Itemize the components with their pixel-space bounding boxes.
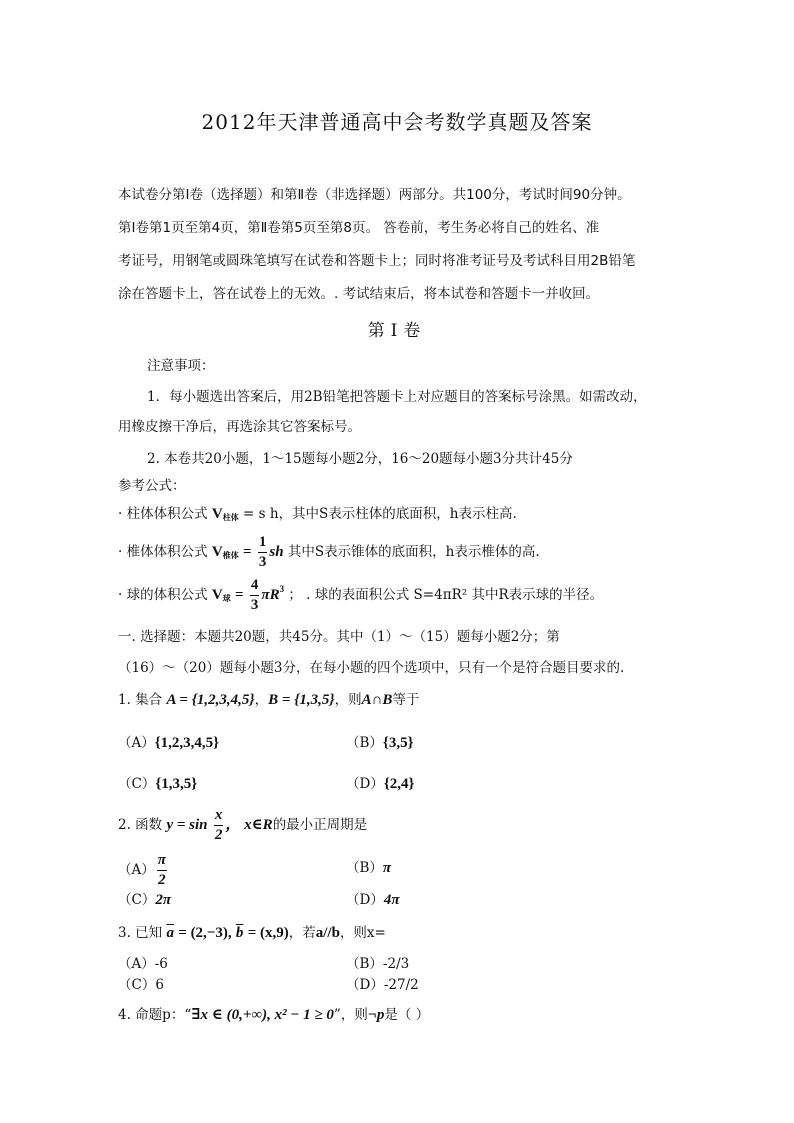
cone-volume-formula: · 椎体体积公式 $V_{椎体}$ = $\frac{1}{3}$ sh 其中S表示锥体的底面积，h表示椎体的高.	[118, 534, 540, 570]
cone-label: · 椎体体积公式	[118, 544, 208, 560]
intro-line-1: 本试卷分第Ⅰ卷（选择题）和第Ⅱ卷（非选择题）两部分。共100分，考试时间90分钟。	[118, 187, 631, 203]
prism-label: · 柱体体积公式	[118, 506, 208, 522]
q3-option-d: （D）-27/2	[346, 977, 419, 993]
q2-option-d: （D）4π	[346, 892, 400, 908]
prism-volume-formula	[118, 502, 517, 523]
q1-option-b: （B）{3,5}	[346, 735, 414, 751]
q1-option-c: （C）{1,3,5}	[118, 776, 198, 792]
formulas-heading: 参考公式：	[118, 478, 186, 494]
prism-rhs: = s h	[243, 506, 279, 522]
cone-fraction: $\frac{1}{3}$	[258, 534, 267, 570]
negation-p: ¬p	[367, 1007, 385, 1023]
document-title: 2012年天津普通高中会考数学真题及答案	[201, 110, 593, 134]
sphere-label: · 球的体积公式	[118, 587, 208, 603]
question-2: 2. 函数 y = sin $\frac{x}{2}$ ， x∈R的最小正周期是	[118, 807, 368, 843]
set-a: A = {1,2,3,4,5}	[166, 692, 255, 708]
intro-line-4: 涂在答题卡上，答在试卷上的无效。. 考试结束后，将本试卷和答题卡一并收回。	[118, 286, 600, 302]
sphere-area-formula: ； . 球的表面积公式 S=4πR² 其中R表示球的半径。	[288, 587, 604, 603]
q2-option-b: （B）π	[346, 860, 392, 876]
q2-fraction: $\frac{x}{2}$	[214, 807, 223, 843]
notes-heading: 注意事项：	[147, 358, 215, 374]
q1-option-d: （D）{2,4}	[346, 776, 415, 792]
prism-desc: ，其中S表示柱体的底面积，h表示柱高.	[278, 506, 517, 522]
section-title: 第Ⅰ卷	[367, 321, 427, 341]
q3-option-b: （B）-2/3	[346, 956, 410, 972]
vector-a: $\overline{a}$	[166, 925, 174, 941]
q1-option-a: （A）{1,2,3,4,5}	[118, 735, 220, 751]
cone-symbol: $V_{椎体}$	[211, 544, 239, 560]
note-item-1-line-1: 1．每小题选出答案后，用2B铅笔把答题卡上对应题目的答案标号涂黑。如需改动，	[147, 389, 647, 405]
note-item-2: 2. 本卷共20小题，1～15题每小题2分，16～20题每小题3分共计45分	[147, 451, 573, 467]
sphere-volume-formula: · 球的体积公式 $V_球$ = $\frac{4}{3}$ $\pi R^3$ ； . 球的表面积公式 S=4πR² 其中R表示球的半径。	[118, 577, 604, 613]
intro-line-2: 第Ⅰ卷第1页至第4页，第Ⅱ卷第5页至第8页。 答卷前，考生务必将自己的姓名、准	[118, 220, 600, 236]
sphere-fraction: $\frac{4}{3}$	[250, 577, 259, 613]
cone-rhs: sh	[269, 544, 284, 560]
part1-instructions-line-2: （16）～（20）题每小题3分，在每小题的四个选项中，只有一个是符合题目要求的.	[118, 660, 625, 676]
set-b: B = {1,3,5}	[268, 692, 335, 708]
intro-line-3: 考证号，用钢笔或圆珠笔填写在试卷和答题卡上；同时将准考证号及考试科目用2B铅笔	[118, 253, 636, 269]
question-4: 4. 命题p：“∃x ∈ (0,+∞), x² − 1 ≥ 0”，则¬p是（ ）	[118, 1007, 430, 1023]
question-1: 1. 集合 A = {1,2,3,4,5}，B = {1,3,5}，则A∩B等于	[118, 692, 420, 708]
q4-expression: ∃x ∈ (0,+∞), x² − 1 ≥ 0	[191, 1007, 334, 1023]
vector-b: $\overline{b}$	[235, 925, 244, 941]
q2-option-a: （A） $\frac{\pi}{2}$	[118, 852, 166, 888]
sphere-symbol: $V_球$	[211, 587, 231, 603]
intersection: A∩B	[361, 692, 393, 708]
note-item-1-line-2: 用橡皮擦干净后，再选涂其它答案标号。	[118, 419, 361, 435]
q3-option-a: （A）-6	[118, 956, 168, 972]
part1-instructions-line-1: 一. 选择题：本题共20题，共45分。其中（1）～（15）题每小题2分；第	[118, 629, 560, 645]
question-3: 3. 已知 $\overline{a} = (2,-3)$, $\overline{b} = (x,9)$，若a//b，则x=	[118, 925, 386, 941]
q3-option-c: （C）6	[118, 977, 164, 993]
q2-option-c: （C）2π	[118, 892, 172, 908]
sphere-rhs: $\pi R^3$	[261, 584, 285, 603]
cone-desc: 其中S表示锥体的底面积，h表示椎体的高.	[287, 544, 540, 560]
parallel-condition: a//b	[315, 925, 340, 941]
prism-symbol: $V_{柱体}$	[211, 506, 239, 522]
